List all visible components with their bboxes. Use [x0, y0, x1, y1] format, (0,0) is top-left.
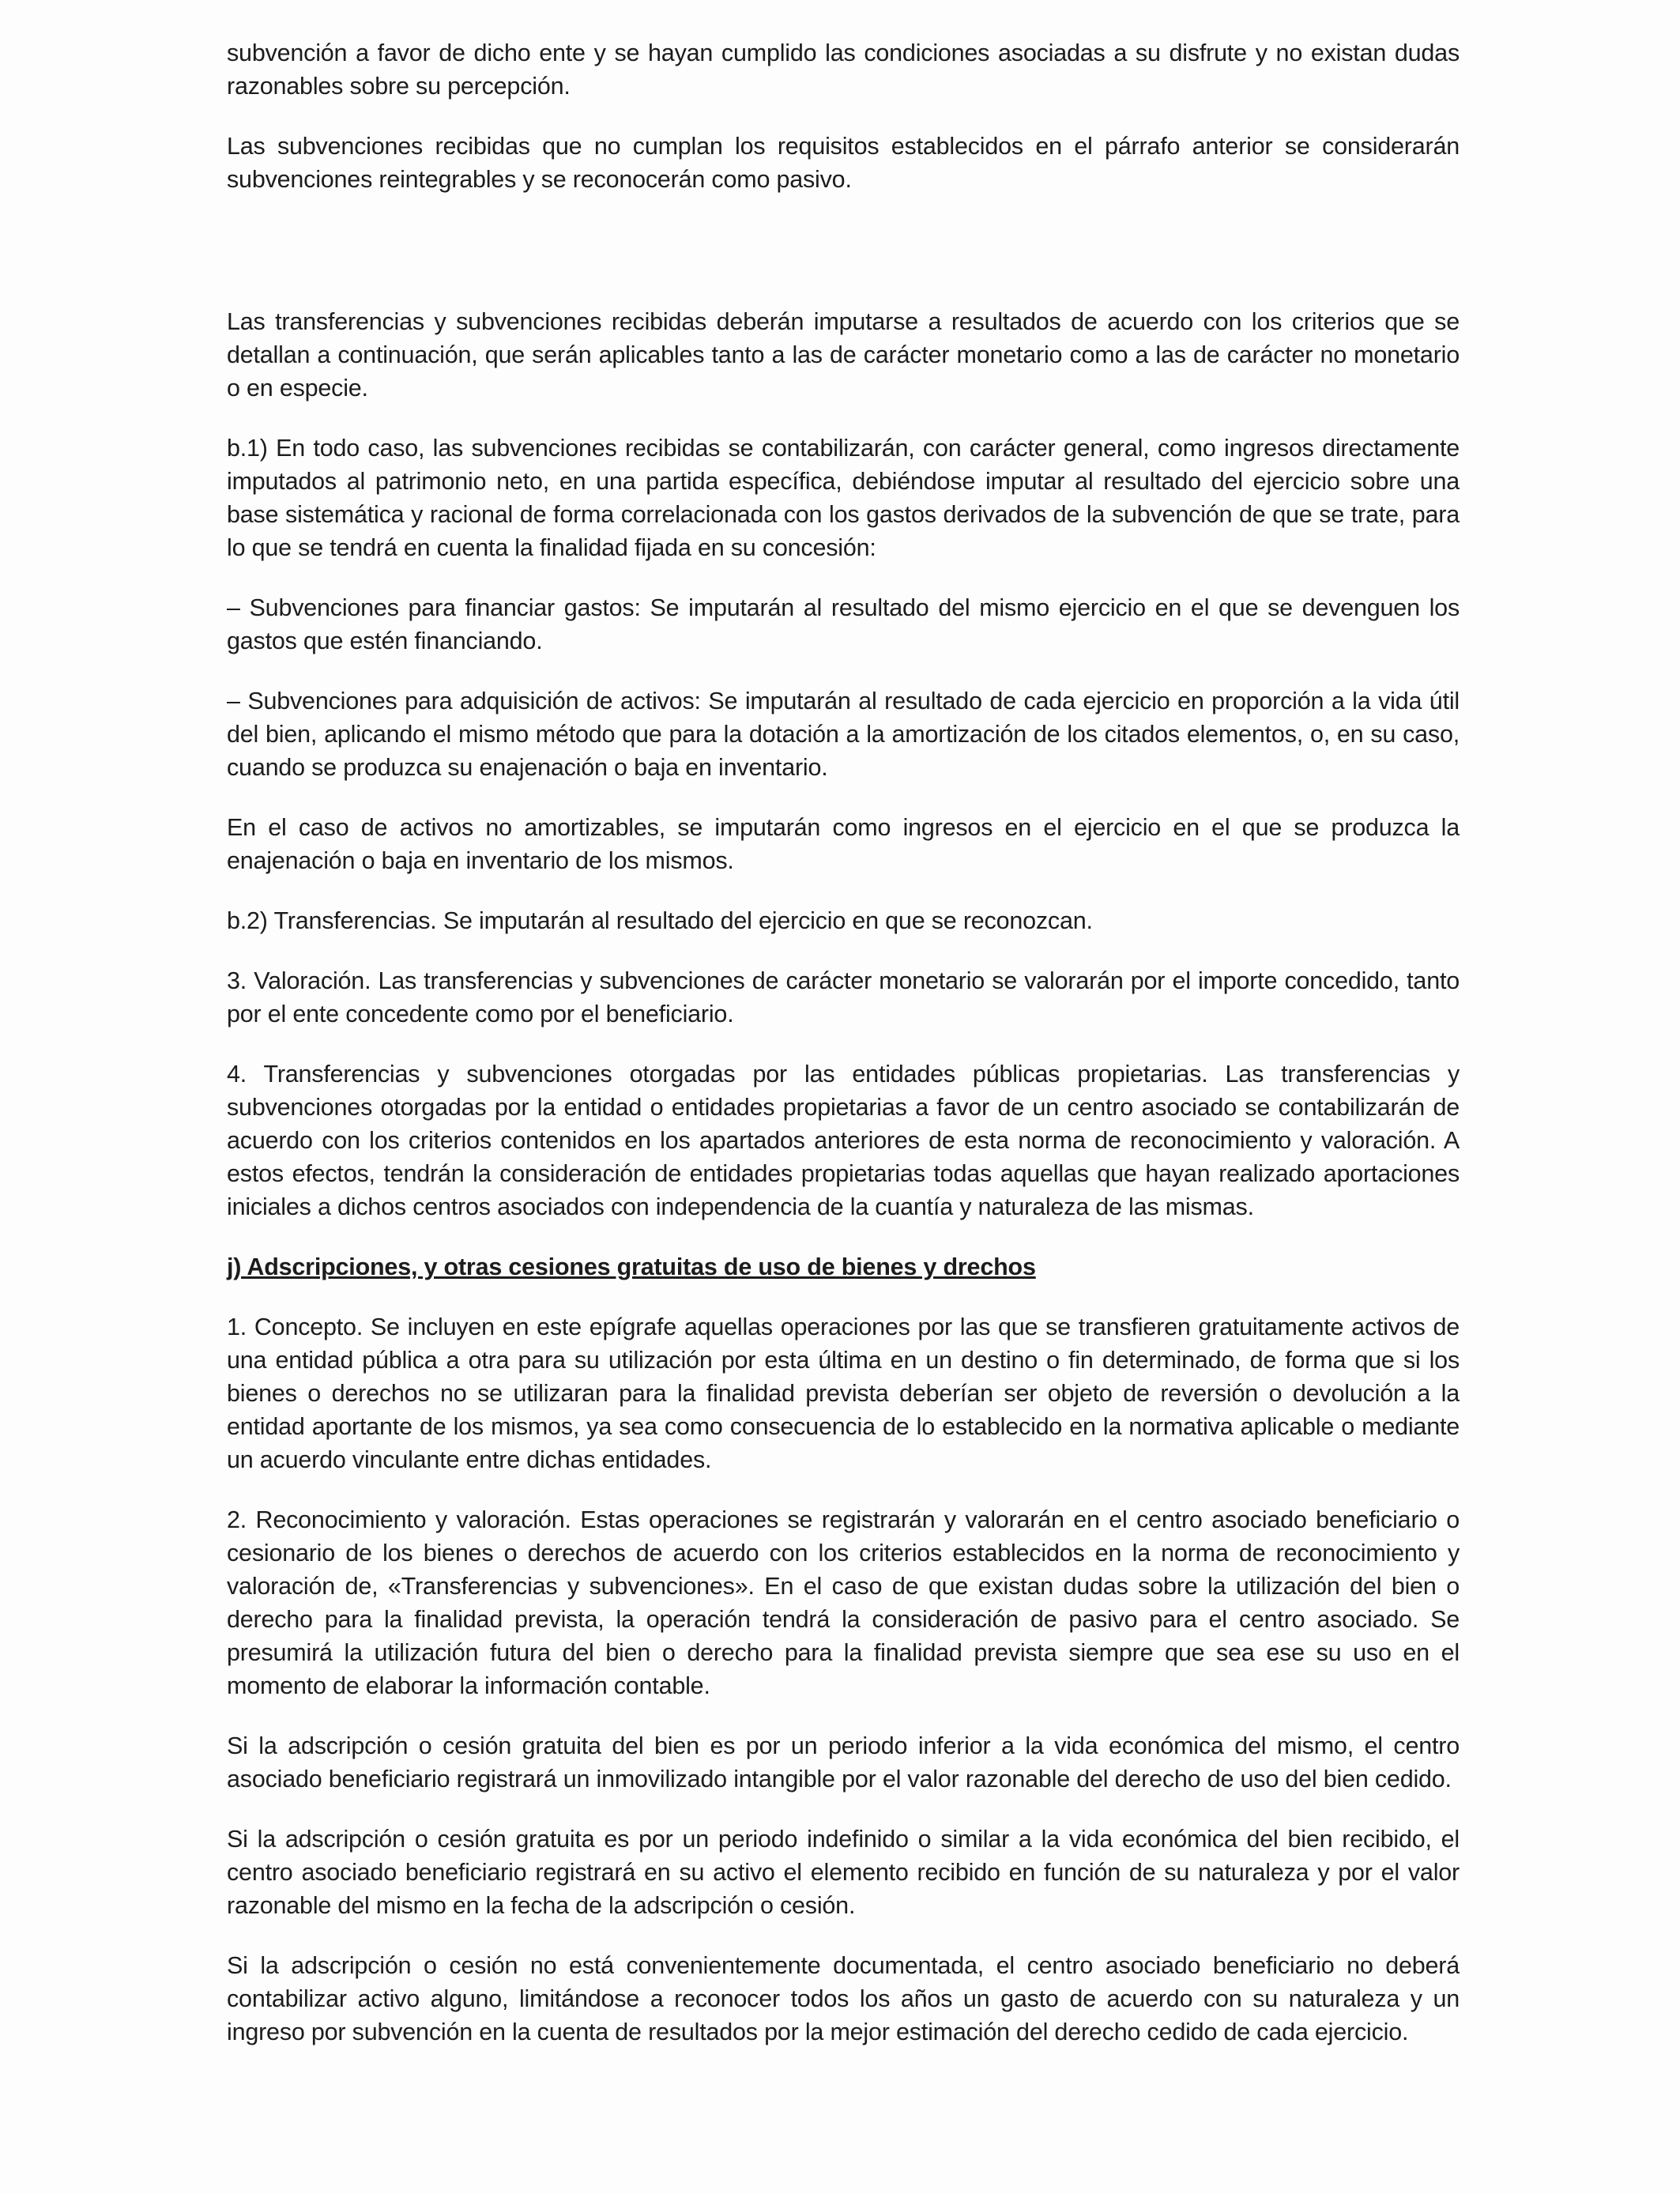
- section-heading: j) Adscripciones, y otras cesiones gratuitas de uso de bienes y drechos: [227, 1253, 1036, 1280]
- paragraph: – Subvenciones para adquisición de activos: Se imputarán al resultado de cada ejercicio en proporción a la vida útil del bien, aplicando el mismo método que para la dotación a la amortización de los citados elementos, o, en su caso, cuando se produzca su enajenación o baja en inventario.: [227, 688, 1460, 781]
- paragraph: Las transferencias y subvenciones recibidas deberán imputarse a resultados de acuerdo con los criterios que se detallan a continuación, que serán aplicables tanto a las de carácter monetario como a las de carácter no monetario o en especie.: [227, 308, 1460, 401]
- paragraph: 4. Transferencias y subvenciones otorgadas por las entidades públicas propietarias. Las transferencias y subvenciones otorgadas por la entidad o entidades propietarias a favor de un centro asociado se contabilizarán de acuerdo con los criterios contenidos en los apartados anteriores de esta norma de reconocimiento y valoración. A estos efectos, tendrán la consideración de entidades propietarias todas aquellas que hayan realizado aportaciones iniciales a dichos centros asociados con independencia de la cuantía y naturaleza de las mismas.: [227, 1061, 1460, 1220]
- paragraph: – Subvenciones para financiar gastos: Se imputarán al resultado del mismo ejercicio en el que se devenguen los gastos que estén financiando.: [227, 594, 1460, 654]
- paragraph: 3. Valoración. Las transferencias y subvenciones de carácter monetario se valorarán por el importe concedido, tanto por el ente concedente como por el beneficiario.: [227, 967, 1460, 1027]
- paragraph: 1. Concepto. Se incluyen en este epígrafe aquellas operaciones por las que se transfieren gratuitamente activos de una entidad pública a otra para su utilización por esta última en un destino o fin determinado, de forma que si los bienes o derechos no se utilizaran para la finalidad prevista deberían ser objeto de reversión o devolución a la entidad aportante de los mismos, ya sea como consecuencia de lo establecido en la normativa aplicable o mediante un acuerdo vinculante entre dichas entidades.: [227, 1314, 1460, 1473]
- paragraph: Si la adscripción o cesión gratuita es por un periodo indefinido o similar a la vida económica del bien recibido, el centro asociado beneficiario registrará en su activo el elemento recibido en función de su naturaleza y por el valor razonable del mismo en la fecha de la adscripción o cesión.: [227, 1826, 1460, 1919]
- paragraph: b.1) En todo caso, las subvenciones recibidas se contabilizarán, con carácter general, como ingresos directamente imputados al patrimonio neto, en una partida específica, debiéndose imputar al resultado del ejercicio sobre una base sistemática y racional de forma correlacionada con los gastos derivados de la subvención de que se trate, para lo que se tendrá en cuenta la finalidad fijada en su concesión:: [227, 435, 1460, 561]
- paragraph: 2. Reconocimiento y valoración. Estas operaciones se registrarán y valorarán en el centro asociado beneficiario o cesionario de los bienes o derechos de acuerdo con los criterios establecidos en la norma de reconocimiento y valoración de, «Transferencias y subvenciones». En el caso de que existan dudas sobre la utilización del bien o derecho para la finalidad prevista, la operación tendrá la consideración de pasivo para el centro asociado. Se presumirá la utilización futura del bien o derecho para la finalidad prevista siempre que sea ese su uso en el momento de elaborar la información contable.: [227, 1506, 1460, 1699]
- paragraph: Si la adscripción o cesión gratuita del bien es por un periodo inferior a la vida económica del mismo, el centro asociado beneficiario registrará un inmovilizado intangible por el valor razonable del derecho de uso del bien cedido.: [227, 1732, 1460, 1793]
- paragraph: Si la adscripción o cesión no está convenientemente documentada, el centro asociado beneficiario no deberá contabilizar activo alguno, limitándose a reconocer todos los años un gasto de acuerdo con su naturaleza y un ingreso por subvención en la cuenta de resultados por la mejor estimación del derecho cedido de cada ejercicio.: [227, 1952, 1460, 2045]
- paragraph: subvención a favor de dicho ente y se hayan cumplido las condiciones asociadas a su disfrute y no existan dudas razonables sobre su percepción.: [227, 40, 1460, 100]
- blank-gap: [227, 223, 1460, 305]
- document-body: [227, 36, 1460, 2075]
- paragraph: b.2) Transferencias. Se imputarán al resultado del ejercicio en que se reconozcan.: [227, 907, 1093, 934]
- paragraph: En el caso de activos no amortizables, se imputarán como ingresos en el ejercicio en el que se produzca la enajenación o baja en inventario de los mismos.: [227, 814, 1460, 874]
- paragraph: Las subvenciones recibidas que no cumplan los requisitos establecidos en el párrafo anterior se considerarán subvenciones reintegrables y se reconocerán como pasivo.: [227, 133, 1460, 193]
